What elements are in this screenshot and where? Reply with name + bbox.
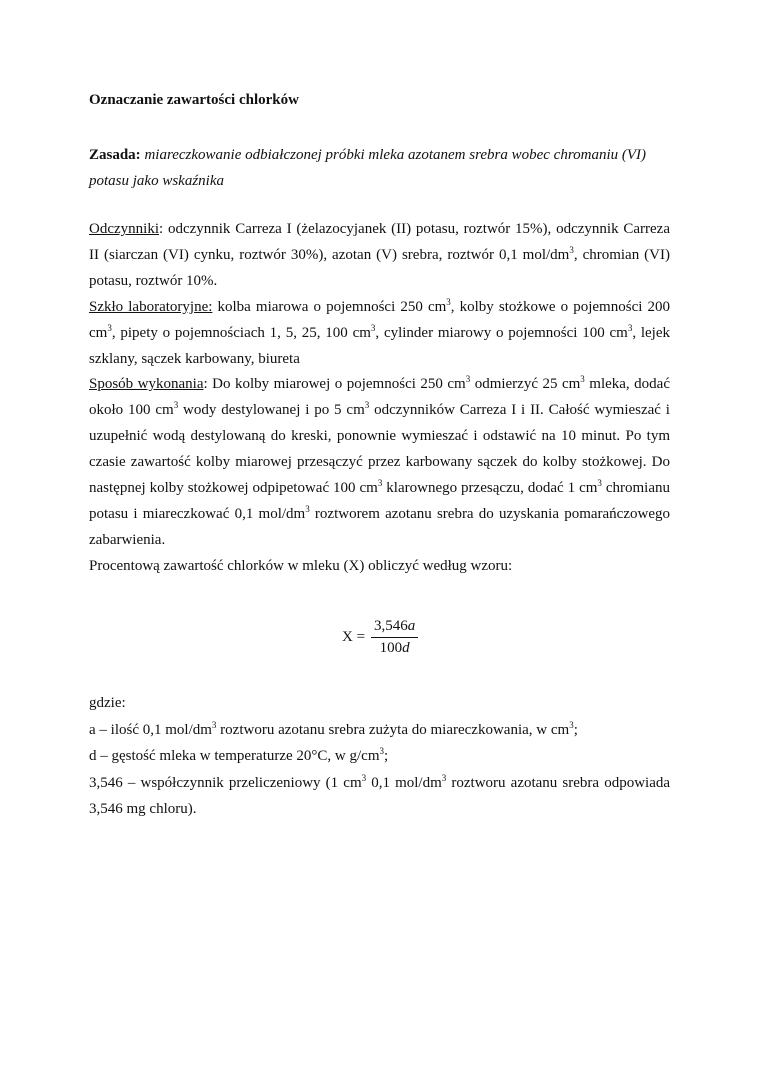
glassware-label: Szkło laboratoryjne:: [89, 298, 213, 315]
principle-label: Zasada:: [89, 147, 141, 163]
variable-definitions: [89, 690, 670, 823]
procedure-section: [89, 217, 670, 580]
principle-paragraph: [89, 142, 674, 194]
method-paragraph: Sposób wykonania: Do kolby miarowej o pojemności 250 $cm^3$ odmierzyć 25 $cm^3$ mleka, dodać około 100 $cm^3$ wody destylowanej i po 5 $cm^3$ odczynników Carreza I i II. Całość wymieszać i uzupełnić wodą destylowaną do kreski, ponownie wymieszać i odstawić na 10 minut. Po tym czasie zawartość kolby miarowej przesączyć przez karbowany sączek do kolby stożkowej. Do następnej kolby stożkowej odpipetować 100 $cm^3$ klarownego przesączu, dodać 1 $cm^3$ chromianu potasu i miareczkować 0,1 mol/$dm^3$ roztworem azotanu srebra do uzyskania pomarańczowego zabarwienia.: [89, 374, 670, 548]
chloride-formula: [342, 618, 418, 657]
definition-d: d – gęstość mleka w temperaturze 20°C, w $g/cm^3$;: [89, 746, 389, 764]
formula-lhs: X =: [342, 629, 366, 645]
reagents-paragraph: Odczynniki: odczynnik Carreza I (żelazocyjanek (II) potasu, roztwór 15%), odczynnik Carreza II (siarczan (VI) cynku, roztwór 30%), azotan (V) srebra, roztwór 0,1 mol/$dm^3$, chromian (VI) potasu, roztwór 10%.: [89, 221, 670, 289]
definition-a: a – ilość 0,1 mol/$dm^3$ roztworu azotanu srebra zużyta do miareczkowania, w $cm^3$;: [89, 719, 578, 738]
definition-coefficient: 3,546 – współczynnik przeliczeniowy (1 $cm^3$ 0,1 mol/$dm^3$ roztworu azotanu srebra odpowiada 3,546 mg chloru).: [89, 772, 671, 817]
formula-fraction: [371, 618, 418, 657]
principle-text: miareczkowanie odbiałczonej próbki mleka azotanem srebra wobec chromaniu (VI) potasu jako wskaźnika: [89, 147, 647, 189]
document-title: Oznaczanie zawartości chlorków: [89, 92, 299, 108]
glassware-paragraph: Szkło laboratoryjne: kolba miarowa o pojemności 250 $cm^3$, kolby stożkowe o pojemności 200 $cm^3$, pipety o pojemnościach 1, 5, 25, 100 $cm^3$, cylinder miarowy o pojemności 100 $cm^3$, lejek szklany, sączek karbowany, biureta: [89, 296, 670, 367]
formula-numerator: 3,546a: [371, 618, 418, 638]
calculation-intro: Procentową zawartość chlorków w mleku (X) obliczyć według wzoru:: [89, 557, 513, 574]
formula-denominator: 100d: [379, 640, 410, 656]
method-label: Sposób wykonania: [89, 376, 204, 393]
where-label: gdzie:: [89, 695, 126, 711]
reagents-label: Odczynniki: [89, 221, 159, 237]
